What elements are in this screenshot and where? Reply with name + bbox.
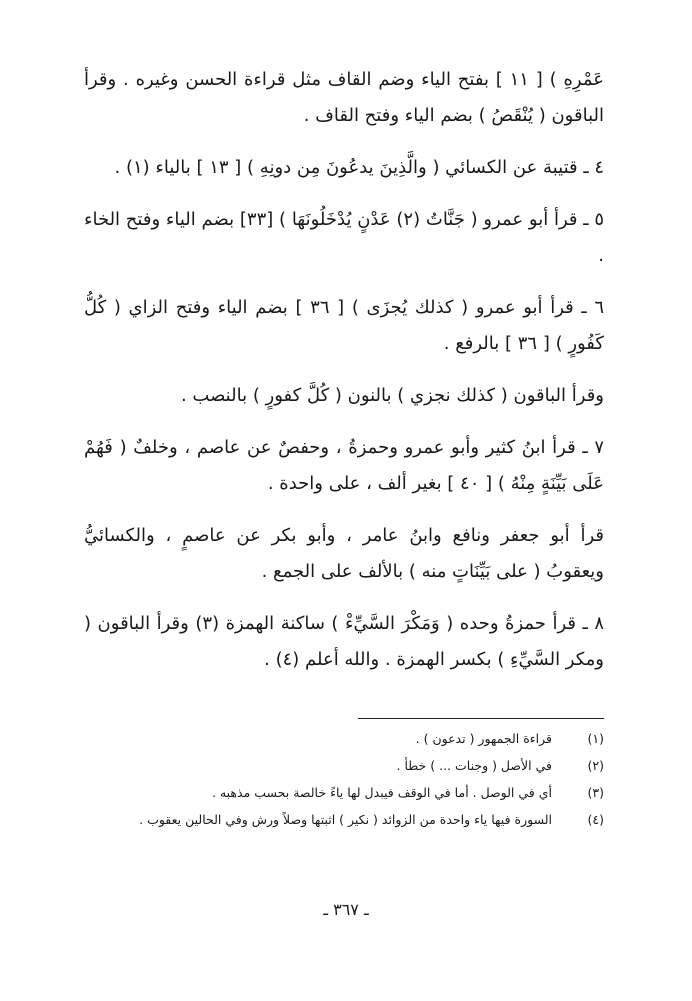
footnote-number: (١): [587, 731, 604, 746]
paragraph-6: ٧ ـ قرأ ابنُ كثير وأبو عمرو وحمزةُ ، وحفصٌ عن عاصم ، وخلفٌ ( فَهُمْ عَلَى بَيِّنَةٍ مِنْهُ ) [ ٤٠ ] بغير ألف ، على واحدة .: [84, 437, 604, 494]
paragraph-2: ٤ ـ قتيبة عن الكسائي ( والَّذِينَ يدعُونَ مِن دونِهِ ) [ ١٣ ] بالياء (١) .: [114, 157, 604, 178]
page-number: ـ ٣٦٧ ـ: [323, 900, 369, 919]
footnote-text: قراءة الجمهور ( تدعون ) .: [415, 731, 552, 746]
paragraph-1: عَمْرِهِ ) [ ١١ ] بفتح الياء وضم القاف مثل قراءة الحسن وغيره . وقرأ الباقون ( يُنْقَصُ ) بضم الياء وفتح القاف .: [84, 69, 605, 126]
footnote-text: في الأصل ( وجنات ... ) خطأ .: [396, 758, 552, 773]
footnote-separator: [358, 718, 604, 719]
paragraph-4: ٦ ـ قرأ أبو عمرو ( كذلك يُجزَى ) [ ٣٦ ] بضم الياء وفتح الزاي ( كُلُّ كَفُورٍ ) [ ٣٦ ] بالرفع .: [84, 297, 604, 354]
paragraph-3: ٥ ـ قرأ أبو عمرو ( جَنَّاتُ (٢) عَدْنٍ يُدْخَلُونَهَا ) [٣٣] بضم الياء وفتح الخاء .: [84, 209, 604, 266]
main-text: [84, 62, 604, 678]
footnote-3: [84, 779, 604, 806]
paragraph-7: قرأ أبو جعفر ونافع وابنُ عامر ، وأبو بكر عن عاصمٍ ، والكسائيُّ ويعقوبُ ( على بَيِّنَاتٍ منه ) بالألف على الجمع .: [84, 525, 604, 582]
footnotes: [84, 718, 604, 833]
footnote-2: [84, 752, 604, 779]
footnote-text: أي في الوصل . أما في الوقف فيبدل لها ياءً خالصة بحسب مذهبه .: [212, 785, 552, 800]
footnote-number: (٤): [587, 812, 604, 827]
footnote-4: [84, 806, 604, 833]
footnote-number: (٢): [587, 758, 604, 773]
paragraph-5: وقرأ الباقون ( كذلك نجزي ) بالنون ( كُلَّ كفورٍ ) بالنصب .: [180, 385, 604, 406]
footnote-text: السورة فيها ياء واحدة من الزوائد ( نكير ) اثبتها وصلاً ورش وفي الحالين يعقوب .: [139, 812, 552, 827]
paragraph-8: ٨ ـ قرأ حمزةُ وحده ( وَمَكْرَ السَّيِّءْ ) ساكنة الهمزة (٣) وقرأ الباقون ( ومكر السَّيِّءِ ) بكسر الهمزة . والله أعلم (٤) .: [84, 613, 604, 670]
footnote-1: [84, 725, 604, 752]
footnote-number: (٣): [587, 785, 604, 800]
